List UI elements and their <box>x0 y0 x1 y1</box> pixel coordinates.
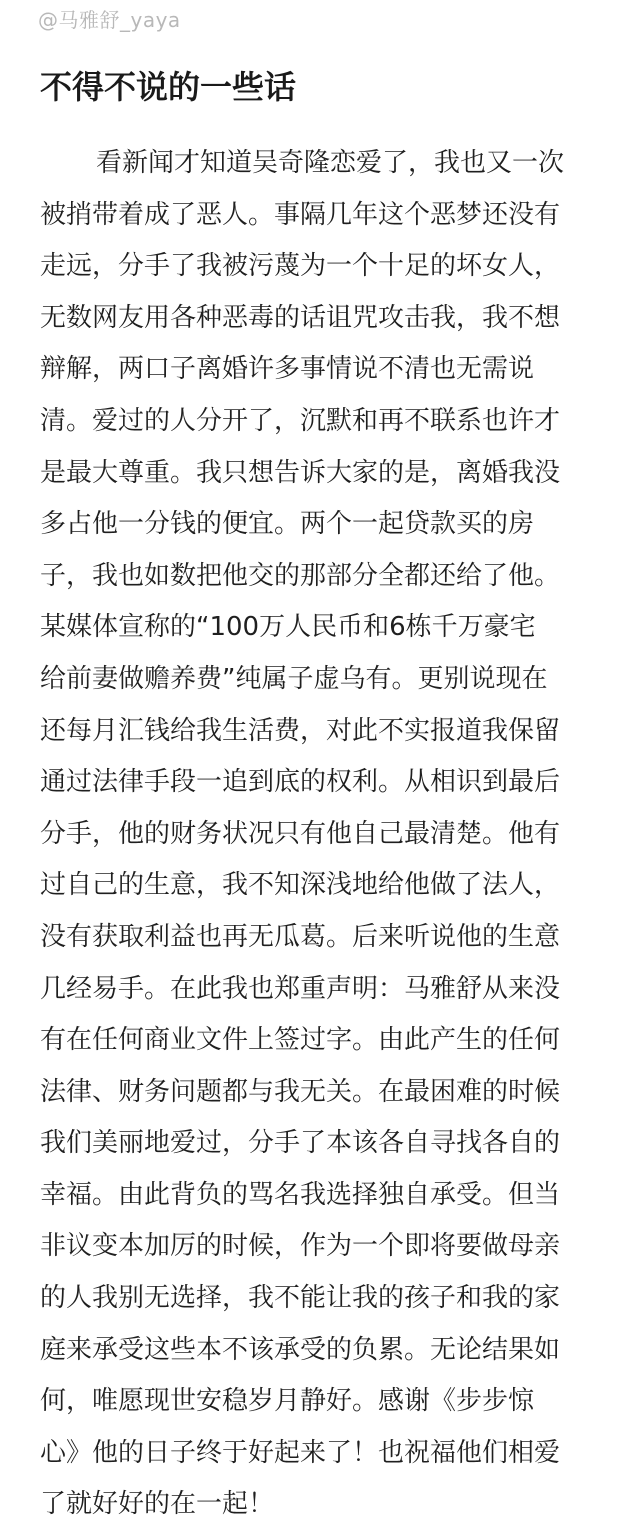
body-line: 无数网友用各种恶毒的话诅咒攻击我，我不想 <box>40 302 561 333</box>
body-line: 某媒体宣称的“100万人民币和6栋千万豪宅 <box>40 612 536 643</box>
body-line: 多占他一分钱的便宜。两个一起贷款买的房 <box>40 509 535 540</box>
body-line: 了就好好的在一起！ <box>40 1489 275 1520</box>
body-line: 还每月汇钱给我生活费，对此不实报道我保留 <box>40 715 561 746</box>
body-line: 何，唯愿现世安稳岁月静好。感谢《步步惊 <box>40 1386 535 1417</box>
body-line: 通过法律手段一追到底的权利。从相识到最后 <box>40 767 561 798</box>
body-line: 过自己的生意，我不知深浅地给他做了法人， <box>40 870 561 901</box>
body-line: 幸福。由此背负的骂名我选择独自承受。但当 <box>40 1179 561 1210</box>
body-line: 给前妻做赡养费”纯属子虚乌有。更别说现在 <box>40 663 548 694</box>
body-line: 看新闻才知道吴奇隆恋爱了，我也又一次 <box>96 148 565 178</box>
body-line: 的人我别无选择，我不能让我的孩子和我的家 <box>40 1283 561 1314</box>
body-line: 子，我也如数把他交的那部分全都还给了他。 <box>40 560 561 591</box>
body-line: 庭来承受这些本不该承受的负累。无论结果如 <box>40 1334 561 1365</box>
body-line: 走远，分手了我被污蔑为一个十足的坏女人， <box>40 251 561 282</box>
body-line: 心》他的日子终于好起来了！也祝福他们相爱 <box>40 1437 561 1468</box>
body-line: 没有获取利益也再无瓜葛。后来听说他的生意 <box>40 921 561 952</box>
body-line: 辩解，两口子离婚许多事情说不清也无需说 <box>40 354 535 385</box>
body-line: 是最大尊重。我只想告诉大家的是，离婚我没 <box>40 457 561 488</box>
page-title: 不得不说的一些话 <box>40 68 297 106</box>
body-line: 有在任何商业文件上签过字。由此产生的任何 <box>40 1025 561 1056</box>
body-line: 我们美丽地爱过，分手了本该各自寻找各自的 <box>40 1128 561 1159</box>
body-line: 几经易手。在此我也郑重声明：马雅舒从来没 <box>40 973 561 1004</box>
statement-body <box>40 138 608 1531</box>
body-line: 被捎带着成了恶人。事隔几年这个恶梦还没有 <box>40 199 561 230</box>
body-line: 分手，他的财务状况只有他自己最清楚。他有 <box>40 818 561 849</box>
body-line: 法律、财务问题都与我无关。在最困难的时候 <box>40 1076 561 1107</box>
body-line: 非议变本加厉的时候，作为一个即将要做母亲 <box>40 1231 561 1262</box>
body-line: 清。爱过的人分开了，沉默和再不联系也许才 <box>40 405 561 436</box>
watermark: @马雅舒_yaya <box>38 8 181 32</box>
